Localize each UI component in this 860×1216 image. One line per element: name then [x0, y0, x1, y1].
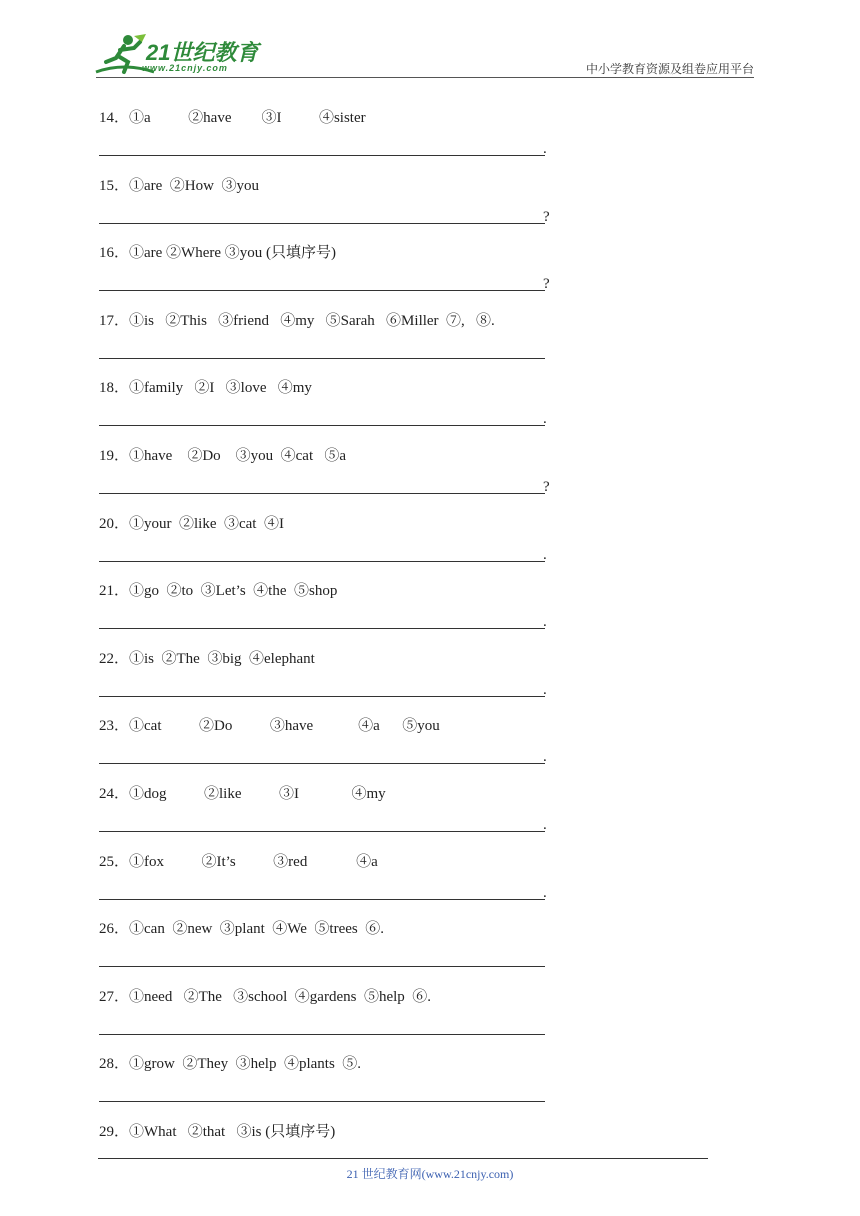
sentence-end-mark: . — [543, 614, 547, 631]
answer-line[interactable] — [99, 358, 545, 359]
answer-line[interactable] — [99, 223, 545, 224]
answer-line[interactable] — [99, 696, 545, 697]
question-text: 26．①can ②new ③plant ④We ⑤trees ⑥. — [99, 921, 384, 938]
answer-line[interactable] — [99, 155, 545, 156]
answer-line[interactable] — [99, 628, 545, 629]
platform-name: 中小学教育资源及组卷应用平台 — [585, 62, 754, 76]
answer-line[interactable] — [99, 831, 545, 832]
sentence-end-mark: ? — [543, 479, 550, 495]
question-text: 27．①need ②The ③school ④gardens ⑤help ⑥. — [99, 988, 432, 1005]
answer-line[interactable] — [99, 1101, 545, 1102]
question-text: 14．①a ②have ③I ④sister — [99, 110, 366, 126]
sentence-end-mark: . — [543, 749, 547, 766]
question-text: 15．①are ②How ③you — [99, 177, 259, 194]
logo-url: www.21cnjy.com — [142, 63, 228, 73]
answer-line[interactable] — [99, 561, 545, 562]
answer-line[interactable] — [99, 899, 545, 900]
sentence-end-mark: ? — [543, 276, 550, 293]
question-text: 18．①family ②I ③love ④my — [99, 380, 312, 397]
question-text: 22．①is ②The ③big ④elephant — [99, 650, 315, 667]
question-text: 19．①have ②Do ③you ④cat ⑤a — [99, 448, 347, 464]
sentence-end-mark: . — [543, 817, 547, 833]
answer-line[interactable] — [99, 763, 545, 764]
sentence-end-mark: . — [543, 546, 547, 563]
sentence-end-mark: . — [543, 884, 547, 901]
question-text: 23．①cat ②Do ③have ④a ⑤you — [99, 718, 440, 735]
answer-line[interactable] — [99, 493, 545, 494]
header-divider — [96, 77, 754, 78]
question-text: 16．①are ②Where ③you (只填序号) — [99, 245, 337, 262]
footer-divider — [98, 1158, 708, 1159]
question-text: 20．①your ②like ③cat ④I — [99, 515, 284, 532]
answer-line[interactable] — [99, 1034, 545, 1035]
sentence-end-mark: . — [543, 681, 547, 698]
sentence-end-mark: ? — [543, 208, 550, 225]
footer-text: 21 世纪教育网(www.21cnjy.com) — [346, 1167, 514, 1181]
question-text: 25．①fox ②It’s ③red ④a — [99, 853, 378, 870]
logo-text: 21世纪教育 — [146, 40, 259, 65]
page-header — [0, 0, 860, 90]
question-text: 29．①What ②that ③is (只填序号) — [99, 1124, 336, 1140]
question-text: 21．①go ②to ③Let’s ④the ⑤shop — [99, 583, 338, 600]
answer-line[interactable] — [99, 425, 545, 426]
question-text: 24．①dog ②like ③I ④my — [99, 786, 386, 802]
sentence-end-mark: . — [543, 141, 547, 157]
answer-line[interactable] — [99, 966, 545, 967]
question-text: 17．①is ②This ③friend ④my ⑤Sarah ⑥Miller ⑦, ⑧. — [99, 312, 495, 329]
question-text: 28．①grow ②They ③help ④plants ⑤. — [99, 1056, 362, 1073]
answer-line[interactable] — [99, 290, 545, 291]
sentence-end-mark: . — [543, 411, 547, 428]
